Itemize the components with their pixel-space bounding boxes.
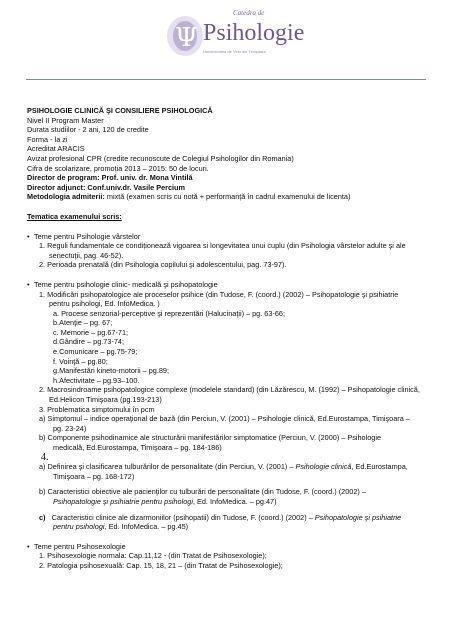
item-letter: c)	[39, 512, 52, 522]
sub-item-cont: Timişoara – pg. 168-172)	[53, 471, 135, 481]
sub-item	[27, 462, 427, 472]
logo-tagline: Universitatea de Vest din Timişoara	[203, 49, 266, 54]
admission-method-label: Metodologia admiterii:	[27, 192, 105, 202]
info-line: Forma - la zi	[27, 134, 68, 144]
sub-item: h.Afectivitate – pg.93–100.	[53, 375, 140, 385]
book-title: Psihologie clinică	[295, 462, 352, 472]
sub-item: a) Simptomul – indice operaţional de bază (din Perciun, V. (2001) – Psihologie clinică, Ed.Eurostampa, Timişoara –	[39, 414, 410, 424]
topic-item: 3. Problematica simptomului în pcm	[39, 404, 155, 414]
sub-item-cont	[27, 497, 427, 507]
topic-item-cont: senectuţii, pag. 46-52).	[49, 250, 124, 260]
sub-item: d.Gândire – pg.73-74;	[53, 337, 124, 347]
sub-item: f. Voinţă – pg.80;	[53, 356, 108, 366]
sub-item: g.Manifestări kineto-motorii – pg.89;	[53, 366, 169, 376]
topic-item: 1. Reguli fundamentale ce condiționează vigoarea si longevitatea unui cuplu (din Psihologia vârstelor adulte şi ale	[39, 241, 406, 251]
header-divider	[26, 79, 426, 80]
sub-item-text: Caracteristici clinice ale dizarmoniilor (psihopatii) din Tudose, F. (coord.) (2002) –	[51, 512, 315, 522]
sub-item: b) Caracteristici obiective ale pacienţilor cu tulburări de personalitate (din Tudose, F. (coord.) (2002) –	[39, 487, 366, 497]
sub-item-text: , Ed. InfoMedica. – pg.47)	[192, 496, 277, 506]
program-director: Director de program: Prof. univ. dr. Mona Vintilă	[27, 173, 193, 183]
sub-item-cont: pg. 23-24)	[53, 423, 87, 433]
sub-item: e.Comunicare – pg.75-79;	[53, 347, 138, 357]
topic-item: 2. Perioada prenatală (din Psihologia copilului şi adolescentului, pag. 73-97).	[39, 260, 287, 270]
topic-item-cont: Ed.Helicon Timişoara (pg.193-213)	[49, 395, 162, 405]
logo-wordmark: Psihologie	[203, 20, 305, 46]
department-logo	[163, 6, 313, 64]
topic-item: 2. Macrosindroame psihopatologice complexe (modelele standard) (din Lăzărescu, M. (1992) – Psihopatologie clinică,	[39, 385, 420, 395]
topic-item: 1. Psihosexologie normala: Cap.11,12 - (din Tratat de Psihosexologie);	[39, 551, 267, 561]
info-line: Nivel II Program Master	[27, 115, 104, 125]
section-heading-varste: • Teme pentru Psihologie vârstelor	[27, 232, 427, 242]
topic-number: 4.	[41, 451, 49, 463]
info-line: Acreditat ARACIS	[27, 144, 85, 154]
sub-item: a. Procese senzorial-perceptive şi reprezentări (Halucinaţii) – pg. 63-66;	[53, 308, 285, 318]
document-body	[27, 106, 427, 571]
logo-caption: Catedra de	[233, 9, 265, 17]
program-title: PSIHOLOGIE CLINICĂ ŞI CONSILIERE PSIHOLOGICĂ	[27, 106, 213, 115]
sub-item-text: , Ed. InfoMedica. – pg.45)	[104, 522, 189, 532]
admission-method-text: mixtă (examen scris cu notă + performanță în cadrul examenului de licenta)	[104, 192, 351, 202]
admission-method	[27, 192, 427, 202]
sub-item: c. Memorie – pg.67-71;	[53, 327, 129, 337]
sub-item: b) Componente psihodinamice ale structurării manifestărilor simptomatice (Perciun, V. (2000) – Psihologie	[39, 433, 382, 443]
book-title: pentru psihologi	[53, 522, 105, 532]
deputy-director: Director adjunct: Conf.univ.dr. Vasile Percium	[27, 182, 186, 192]
topic-item: 1. Modificări psihopatologice ale proceselor psihice (din Tudose, F. (coord.) (2002) – Psihopatologie şi psihiatrie	[39, 289, 399, 299]
info-line: Cifra de scolarizare, promoția 2013 – 2015: 50 de locuri.	[27, 163, 209, 173]
sub-item	[27, 513, 427, 523]
section-heading-psihosexologie: • Teme pentru Psihosexologie	[27, 542, 427, 552]
sub-item-text: , Ed.Eurostampa,	[351, 462, 408, 472]
book-title: Psihopatologie şi psihiatrie pentru psihologi	[53, 496, 193, 506]
book-title: Psihopatologie şi psihiatrie	[314, 512, 402, 522]
sub-item-cont	[27, 522, 427, 532]
section-heading-clinica: • Teme pentru psihologie clinic- medicală şi psihopatologie	[27, 280, 427, 290]
exam-topics-heading: Tematica examenului scris:	[27, 211, 122, 221]
topic-item-cont: pentru psihologi, Ed. InfoMedica. )	[49, 299, 160, 309]
sub-item: b.Atenţie – pg. 67;	[53, 318, 113, 328]
info-line: Avizat profesional CPR (credite recunoscute de Colegiul Psihologilor din Romania)	[27, 153, 294, 163]
topic-item: 2. Patologia psihosexuală: Cap. 15, 18, 21 – (din Tratat de Psihosexologie);	[39, 560, 283, 570]
svg-text:Ψ: Ψ	[175, 23, 198, 53]
sub-item-cont: medicală, Ed.Eurostampa, Timişoara – pg. 184-186)	[53, 443, 222, 452]
info-line: Durata studiilor - 2 ani, 120 de credite	[27, 125, 149, 135]
sub-item-text: a) Definirea şi clasificarea tulburărilor de personalitate (din Perciun, V. (2001) –	[39, 462, 296, 472]
